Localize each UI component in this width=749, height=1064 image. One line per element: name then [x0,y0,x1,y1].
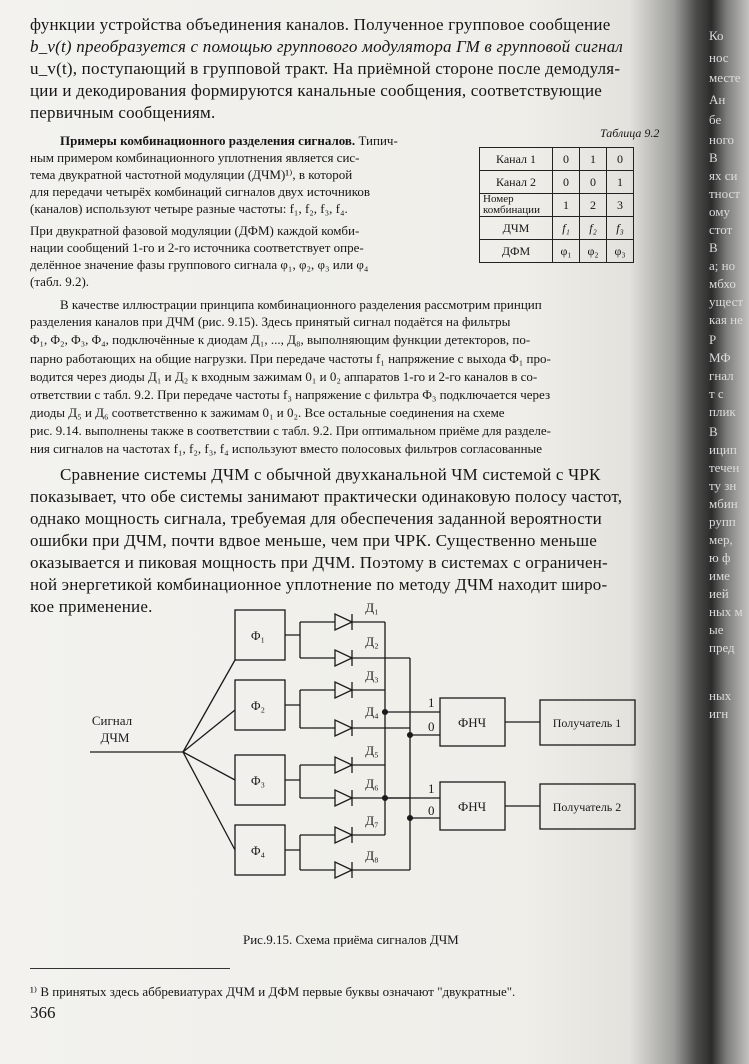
paragraph-2-line: При двукратной фазовой модуляции (ДФМ) каждой комби- [30,223,360,238]
diode-label-4: Д₄ [365,704,379,719]
terminal-label-0: 0 [428,803,435,818]
facing-text-fragment: пред [709,640,735,655]
receiver-label-2: Получатель 2 [552,800,622,814]
paragraph-2-line: (каналов) используют четыре разные частоты: f₁, f₂, f₃, f₄. [30,201,348,216]
facing-text-fragment: ту зн [709,478,737,493]
table-row-header: ДЧМ [480,217,553,240]
facing-text-fragment: рупп [709,514,736,529]
section-heading: Примеры комбинационного разделения сигналов. [60,133,356,148]
paragraph-3-line: В качестве иллюстрации принципа комбинационного разделения рассмотрим принцип [60,297,542,312]
facing-text-fragment: т с [709,386,724,401]
table-cell: 3 [607,194,634,217]
facing-text-fragment: а; но [709,258,736,273]
table-cell: f₃ [607,217,634,240]
table-caption: Таблица 9.2 [600,126,660,140]
input-label-1: Сигнал [91,713,133,728]
junction-dot [408,733,413,738]
paragraph-2-line: (табл. 9.2). [30,274,90,289]
facing-text-fragment: ущест [709,294,744,309]
paragraph-1-line: функции устройства объединения каналов. Полученное групповое сообщение [30,15,611,34]
filter-label-1: Φ₁ [250,628,266,643]
paragraph-1-line: u_v(t), поступающий в групповой тракт. На приёмной стороне после демодуля- [30,59,621,78]
table-cell: φ₁ [553,240,580,263]
filter-label-3: Φ₃ [250,773,266,788]
facing-text-fragment: ных [709,688,732,703]
paragraph-3-line: диоды Д₅ и Д₆ соответственно к зажимам 0₁ и 0₂. Все остальные соединения на схеме [30,405,505,420]
receiver-label-1: Получатель 1 [552,716,622,730]
facing-text-fragment: В [709,424,718,439]
paragraph-4-line: ной энергетикой комбинационное уплотнение по методу ДЧМ находит широ- [30,575,608,594]
facing-text-fragment: Ко [709,28,724,43]
filter-label-2: Φ₂ [250,698,266,713]
filter-label-4: Φ₄ [250,843,266,858]
diode-label-6: Д₆ [365,776,379,791]
table-cell: 1 [607,171,634,194]
junction-dot [383,796,388,801]
diode-label-7: Д₇ [365,813,379,828]
facing-page-fragments [705,0,749,1064]
paragraph-4-line: однако мощность сигнала, требуемая для обеспечения заданной вероятности [30,509,602,528]
table-cell: 0 [553,171,580,194]
facing-text-fragment: нос [709,50,729,65]
facing-text-fragment: мбин [709,496,738,511]
table-cell: 0 [553,148,580,171]
facing-text-fragment: игн [709,706,729,721]
lpf-output-wires [505,722,540,806]
facing-text-fragment: кая не [709,312,743,327]
paragraph-3-line: разделения каналов при ДЧМ (рис. 9.15). Здесь принятый сигнал подаётся на фильтры [30,314,511,329]
facing-text-fragment: МФ [709,350,731,365]
facing-text-fragment: ые [709,622,724,637]
facing-text-fragment: име [709,568,730,583]
paragraph-2-line: для передачи четырёх комбинаций сигналов двух источников [30,184,371,199]
paragraph-2-line: делённое значение фазы группового сигнала φ₁, φ₂, φ₃ или φ₄ [30,257,369,272]
table-row-header: Канал 1 [480,148,553,171]
filter-3-outputs [285,765,335,798]
paragraph-1-line: ции и декодирования формируются канальные сообщения, соответствующие [30,81,603,100]
diode-label-3: Д₃ [365,668,379,683]
facing-text-fragment: мер, [709,532,733,547]
facing-text-fragment: ю ф [709,550,731,565]
facing-text-fragment: В [709,240,718,255]
filter-4-outputs [285,835,335,870]
facing-text-fragment: мбхо [709,276,736,291]
paragraph-4-line: ошибки при ДЧМ, почти вдвое меньше, чем при ЧРК. Существенно меньше [30,531,598,550]
figure-caption: Рис.9.15. Схема приёма сигналов ДЧМ [243,932,459,947]
diode-label-2: Д₂ [365,634,379,649]
facing-text-fragment: ией [709,586,729,601]
diode-output-wires [352,622,410,870]
facing-text-fragment: плик [709,404,736,419]
filter-2-outputs [285,690,335,728]
paragraph-2-line: нации сообщений 1-го и 2-го источника соответствует опре- [30,240,364,255]
paragraph-4-line: Сравнение системы ДЧМ с обычной двухканальной ЧМ системой с ЧРК [60,465,601,484]
filter-1-outputs [285,622,335,658]
terminal-label-1: 1 [428,781,435,796]
paragraph-3-line: парно работающих на общие нагрузки. При передаче частоты f₁ напряжение с выхода Φ₁ про- [30,351,551,366]
terminal-label-0: 0 [428,719,435,734]
table-cell: f₁ [553,217,580,240]
paragraph-1-line: b_v(t) преобразуется с помощью группового модулятора ГМ в групповой сигнал [30,37,624,56]
facing-text-fragment: В [709,150,718,165]
diode-symbols [335,614,352,878]
facing-text-fragment: Ан [709,92,726,107]
facing-text-fragment: местe [709,70,741,85]
table-cell: φ₂ [580,240,607,263]
table-cell: f₂ [580,217,607,240]
paragraph-1-line: первичным сообщениям. [30,103,216,122]
table-cell: φ₃ [607,240,634,263]
diode-label-5: Д₅ [365,743,379,758]
table-row-header: Канал 2 [480,171,553,194]
facing-text-fragment: гнал [709,368,734,383]
table-cell: 1 [553,194,580,217]
table-cell: 0 [607,148,634,171]
footnote: ¹⁾ В принятых здесь аббревиатурах ДЧМ и ДФМ первые буквы означают "двукратные". [30,984,516,999]
fanout-wires [183,660,235,850]
junction-dot [383,710,388,715]
facing-text-fragment: ому [709,204,730,219]
input-label-2: ДЧМ [100,730,130,745]
paragraph-3-line: водится через диоды Д₁ и Д₂ к входным зажимам 0₁ и 0₂ аппаратов 1-го и 2-го каналов в со- [30,369,538,384]
paragraph-3-line: ответствии с табл. 9.2. При передаче частоты f₃ напряжение с фильтра Φ₃ подключается через [30,387,551,402]
paragraph-3-line: рис. 9.14. выполнены также в соответствии с табл. 9.2. При оптимальном приёме для разделе- [30,423,552,438]
junction-dot [408,816,413,821]
terminal-label-1: 1 [428,695,435,710]
paragraph-4-line: показывает, что обе системы занимают практически одинаковую полосу частот, [30,487,623,506]
paragraph-2-line: ным примером комбинационного уплотнения является сис- [30,150,360,165]
facing-text-fragment: ях си [709,168,738,183]
lpf-label-2: ФНЧ [457,799,487,814]
facing-text-fragment: течен [709,460,740,475]
table-cell: 0 [580,171,607,194]
lpf-label-1: ФНЧ [457,715,487,730]
table-row-header: ДФМ [480,240,553,263]
facing-text-fragment: бе [709,112,722,127]
table-cell: 1 [580,148,607,171]
facing-text-fragment: стот [709,222,733,237]
footnote-divider [30,968,230,969]
bus-lines [385,622,410,870]
paragraph-3-line: ния сигналов на частотах f₁, f₂, f₃, f₄ используют вместо полосовых фильтров согласованные [30,441,543,456]
table-cell: 2 [580,194,607,217]
diode-label-8: Д₈ [365,848,379,863]
heading-rest: Типич- [358,133,398,148]
facing-text-fragment: ицип [709,442,737,457]
facing-text-fragment: ных м [709,604,743,619]
paragraph-4-line: кое применение. [30,597,153,616]
facing-text-fragment: Р [709,332,717,347]
paragraph-4-line: оказывается и пиковая мощность при ДЧМ. Поэтому в системах с ограничен- [30,553,608,572]
facing-text-fragment: ного [709,132,734,147]
paragraph-3-line: Φ₁, Φ₂, Φ₃, Φ₄, подключённые к диодам Д₁, ..., Д₈, выполняющим функции детекторов, по- [30,332,531,347]
facing-text-fragment: тност [709,186,740,201]
paragraph-2-line: тема двукратной частотной модуляции (ДЧМ)¹⁾, в которой [30,167,353,182]
table-row-header: Номер комбинации [480,194,553,217]
page-number: 366 [30,1003,56,1022]
diode-label-1: Д₁ [365,600,379,615]
